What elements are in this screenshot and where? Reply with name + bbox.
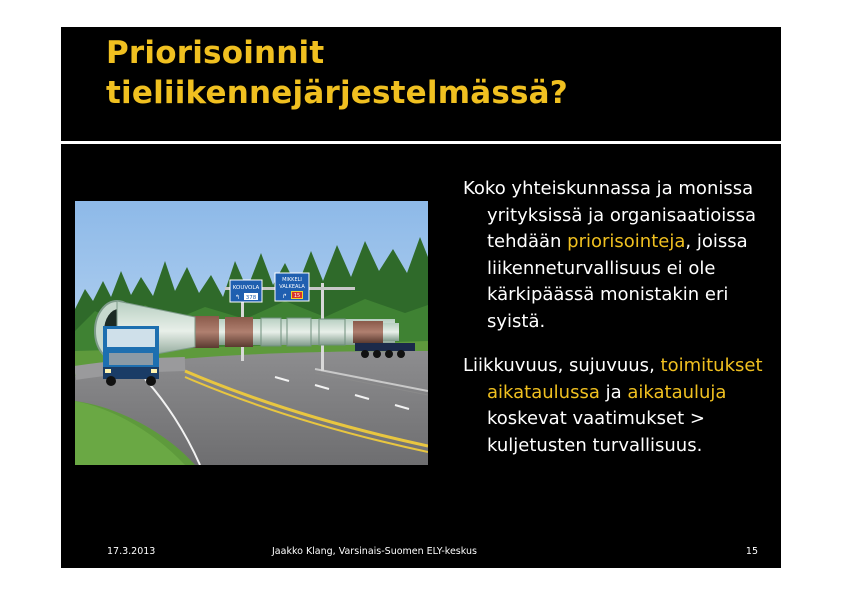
oversize-transport-photo: [75, 201, 428, 465]
paragraph-2-text-end: koskevat vaatimukset > kuljetusten turvallisuus.: [487, 408, 705, 456]
paragraph-2-text: Liikkuvuus, sujuvuus,: [463, 355, 661, 376]
paragraph-2-text-mid: ja: [599, 381, 628, 403]
highlight-aikatauluja: aikatauluja: [627, 381, 727, 403]
road-sign-kouvola: [230, 280, 262, 302]
slide-title-line-2: tieliikennejärjestelmässä?: [106, 75, 568, 111]
title-band: [61, 27, 781, 141]
footer-author: Jaakko Klang, Varsinais-Suomen ELY-keskus: [272, 546, 477, 557]
turn-left-arrow-icon: ↰: [235, 294, 241, 301]
slide: [61, 27, 781, 568]
bullet-paragraph-2: [463, 353, 773, 459]
road-sign-mikkeli: [275, 273, 309, 301]
title-divider: [61, 141, 781, 144]
turn-right-arrow-icon: ↱: [282, 293, 288, 300]
sign-kouvola-route: 378: [245, 295, 257, 301]
paragraph-1-text: Koko yhteiskunnassa ja monissa yrityksissä ja organisaatioissa tehdään: [463, 178, 757, 252]
highlight-toimitukset-aikataulussa: toimitukset aikataulussa: [487, 355, 763, 403]
photo-illustration: [75, 201, 428, 465]
sign-mikkeli-route: 15: [293, 293, 301, 299]
footer-date: 17.3.2013: [107, 546, 156, 557]
truck: [103, 326, 159, 386]
sign-mikkeli-line-2: VALKEALA: [279, 284, 305, 290]
footer-page-number: 15: [745, 546, 758, 557]
body-text: [463, 176, 773, 459]
highlight-priorisointeja: priorisointeja: [567, 231, 686, 252]
slide-title: [106, 33, 568, 113]
slide-title-line-1: Priorisoinnit: [106, 35, 325, 71]
sign-kouvola-name: KOUVOLA: [232, 285, 260, 291]
bullet-paragraph-1: [463, 176, 773, 335]
sign-mikkeli-line-1: MIKKELI: [282, 277, 302, 283]
paragraph-1-text-end: , joissa liikenneturvallisuus ei ole kärkipäässä monistakin eri syistä.: [487, 231, 748, 332]
